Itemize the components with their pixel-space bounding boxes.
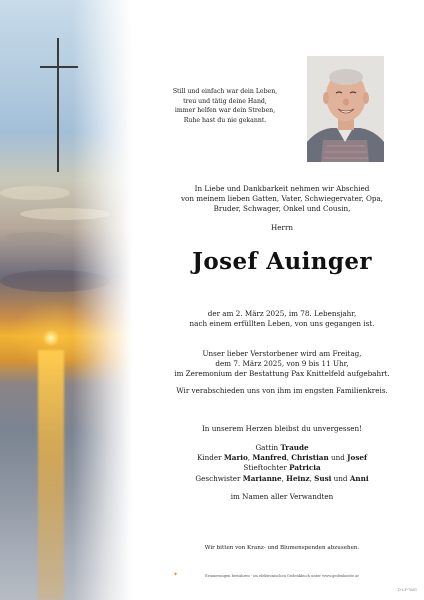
portrait-photo	[307, 56, 384, 162]
sibling-name: Marianne	[242, 473, 282, 483]
intro-line: Bruder, Schwager, Onkel und Cousin,	[213, 204, 351, 214]
sibling-name: Susi	[314, 473, 332, 483]
sunset-sea-image	[0, 0, 132, 600]
document-code: D-LP-7661	[398, 588, 418, 592]
viewing-line: Unser lieber Verstorbener wird am Freitag,	[202, 349, 362, 358]
label: Stieftochter	[243, 463, 287, 473]
farewell-text: Wir verabschieden uns von ihm im engsten Familienkreis.	[176, 386, 388, 395]
footer-text: Erinnerungen bewahren - im elektronischen Gedenkbuch unter www.gedenkseite.at	[205, 574, 359, 578]
viewing-info	[140, 349, 424, 380]
label: Kinder	[196, 453, 222, 463]
child-name: Manfred	[252, 453, 287, 463]
conj: und	[333, 473, 348, 483]
conj: und	[331, 453, 345, 463]
wreath-note: Wir bitten von Kranz- und Blumenspenden abzusehen.	[204, 545, 360, 551]
remembrance-text: In unserem Herzen bleibst du unvergessen!	[201, 424, 363, 433]
family-children: Kinder Mario, Manfred, Christian und Josef	[196, 453, 368, 463]
sibling-name: Heinz	[286, 473, 310, 483]
viewing-line: im Zeremonium der Bestattung Pax Knittelfeld aufgebahrt.	[174, 369, 390, 379]
label: Gattin	[255, 443, 279, 452]
intro-text	[140, 184, 424, 215]
death-line: der am 2. März 2025, im 78. Lebensjahr,	[207, 309, 357, 318]
cross-symbol	[57, 38, 59, 172]
intro-line: In Liebe und Dankbarkeit nehmen wir Abschied	[194, 184, 370, 193]
family-siblings: Geschwister Marianne, Heinz, Susi und Anni	[195, 473, 369, 483]
child-name: Mario	[223, 453, 248, 463]
deceased-name: Josef Auinger	[192, 248, 372, 275]
verse-line: immer helfen war dein Streben,	[174, 107, 276, 115]
child-name: Christian	[291, 453, 329, 463]
viewing-line: dem 7. März 2025, von 9 bis 11 Uhr,	[215, 359, 349, 369]
cross-bar	[40, 66, 78, 68]
label: Geschwister	[195, 473, 241, 483]
verse-line: treu und tätig deine Hand,	[183, 97, 267, 105]
family-wife	[140, 443, 424, 453]
relatives-text: im Namen aller Verwandten	[230, 492, 334, 501]
death-line: nach einem erfüllten Leben, von uns gegangen ist.	[189, 319, 375, 329]
child-name: Josef	[347, 453, 368, 463]
intro-line: von meinem lieben Gatten, Vater, Schwiegervater, Opa,	[180, 194, 384, 204]
family-stepchild	[140, 463, 424, 473]
death-notice	[140, 309, 424, 329]
family-list	[140, 443, 424, 484]
memorial-verse	[150, 87, 300, 125]
stepchild-name: Patricia	[289, 463, 321, 473]
sibling-name: Anni	[349, 473, 369, 483]
verse-line: Ruhe hast du nie gekannt.	[183, 116, 267, 124]
verse-line: Still und einfach war dein Leben,	[172, 88, 278, 95]
memorial-logo-icon: ✦	[173, 571, 179, 578]
salutation: Herrn	[270, 223, 294, 232]
wife-name: Traude	[280, 443, 309, 452]
